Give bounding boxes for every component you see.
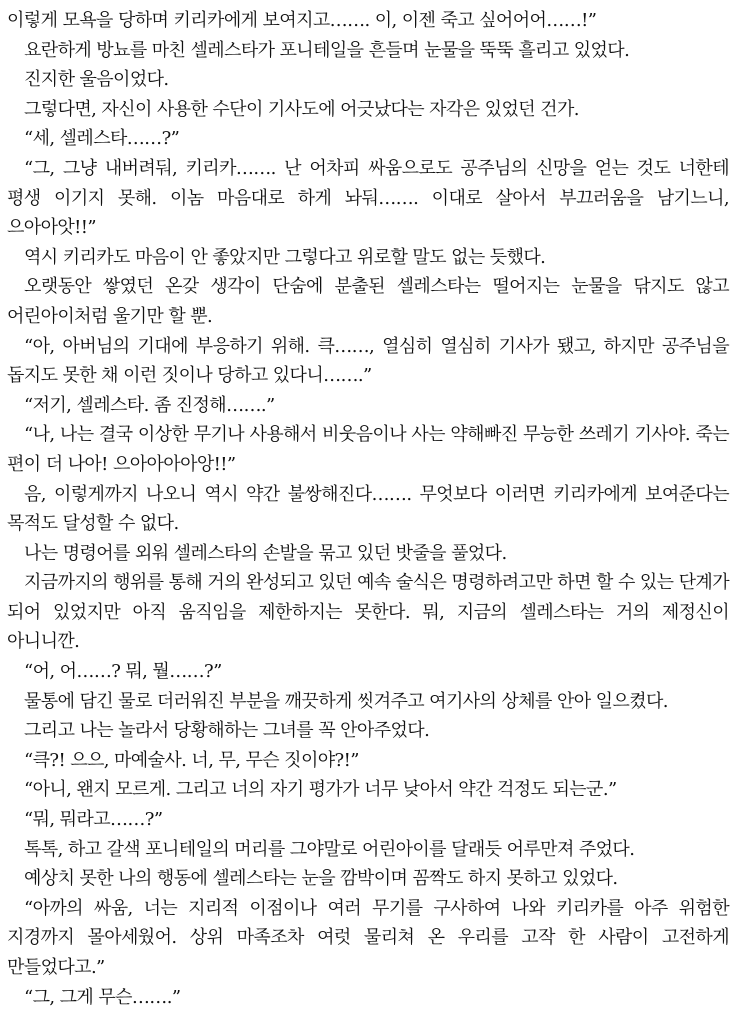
paragraph: 지금까지의 행위를 통해 거의 완성되고 있던 예속 술식은 명령하려고만 하면 할 수 있는 단계가 되어 있었지만 아직 움직임을 제한하지는 못한다. 뭐, 지금의 셀레스타는 거의 제정신이 아니니깐. bbox=[7, 572, 729, 653]
paragraph: “아니, 왠지 모르게. 그리고 너의 자기 평가가 너무 낮아서 약간 걱정도 되는군.” bbox=[24, 779, 617, 801]
paragraph: 예상치 못한 나의 행동에 셀레스타는 눈을 깜박이며 꼼짝도 하지 못하고 있었다. bbox=[24, 868, 618, 890]
paragraph: 역시 키리카도 마음이 안 좋았지만 그렇다고 위로할 말도 없는 듯했다. bbox=[24, 246, 546, 268]
paragraph: “아, 아버님의 기대에 부응하기 위해. 큭……, 열심히 열심히 기사가 됐고, 하지만 공주님을 돕지도 못한 채 이런 짓이나 당하고 있다니…….” bbox=[7, 335, 729, 387]
paragraph: 오랫동안 쌓였던 온갖 생각이 단숨에 분출된 셀레스타는 떨어지는 눈물을 닦지도 않고 어린아이처럼 울기만 할 뿐. bbox=[7, 276, 729, 327]
paragraph: “나, 나는 결국 이상한 무기나 사용해서 비웃음이나 사는 약해빠진 무능한 쓰레기 기사야. 죽는 편이 더 나아! 으아아아아앙!!” bbox=[7, 424, 729, 475]
paragraph: 이렇게 모욕을 당하며 키리카에게 보여지고……. 이, 이젠 죽고 싶어어어……!” bbox=[7, 10, 597, 31]
paragraph: 그렇다면, 자신이 사용한 수단이 기사도에 어긋났다는 자각은 있었던 건가. bbox=[24, 98, 579, 120]
paragraph: “아까의 싸움, 너는 지리적 이점이나 여러 무기를 구사하여 나와 키리카를 아주 위험한 지경까지 몰아세웠어. 상위 마족조차 여럿 물리쳐 온 우리를 고작 한 사람이 고전하게 만들었다고.” bbox=[7, 897, 729, 978]
paragraph: “그, 그냥 내버려둬, 키리카……. 난 어차피 싸움으로도 공주님의 신망을 얻는 것도 너한테 평생 이기지 못해. 이놈 마음대로 하게 놔둬……. 이대로 살아서 부끄러움을 남기느니, 으아아앗!!” bbox=[7, 157, 729, 239]
paragraph: “어, 어……? 뭐, 뭘……?” bbox=[24, 661, 222, 683]
paragraph: 진지한 울음이었다. bbox=[24, 69, 169, 91]
paragraph: 음, 이렇게까지 나오니 역시 약간 불쌍해진다……. 무엇보다 이러면 키리카에게 보여준다는 목적도 달성할 수 없다. bbox=[7, 483, 729, 535]
paragraph: “그, 그게 무슨…….” bbox=[24, 986, 181, 1008]
body-text bbox=[7, 6, 729, 1012]
paragraph: “저기, 셀레스타. 좀 진정해…….” bbox=[24, 394, 275, 416]
paragraph: “큭?! 으으, 마예술사. 너, 무, 무슨 짓이야?!” bbox=[24, 749, 359, 771]
paragraph: 물통에 담긴 물로 더러워진 부분을 깨끗하게 씻겨주고 여기사의 상체를 안아 일으켰다. bbox=[24, 690, 668, 712]
paragraph: “뭐, 뭐라고……?” bbox=[24, 809, 163, 831]
paragraph: 요란하게 방뇨를 마친 셀레스타가 포니테일을 흔들며 눈물을 뚝뚝 흘리고 있었다. bbox=[24, 39, 630, 61]
paragraph: 나는 명령어를 외워 셀레스타의 손발을 묶고 있던 밧줄을 풀었다. bbox=[24, 542, 507, 564]
paragraph: “세, 셀레스타……?” bbox=[24, 128, 180, 150]
paragraph: 톡톡, 하고 갈색 포니테일의 머리를 그야말로 어린아이를 달래듯 어루만져 주었다. bbox=[24, 838, 635, 860]
paragraph: 그리고 나는 놀라서 당황해하는 그녀를 꼭 안아주었다. bbox=[24, 720, 430, 742]
